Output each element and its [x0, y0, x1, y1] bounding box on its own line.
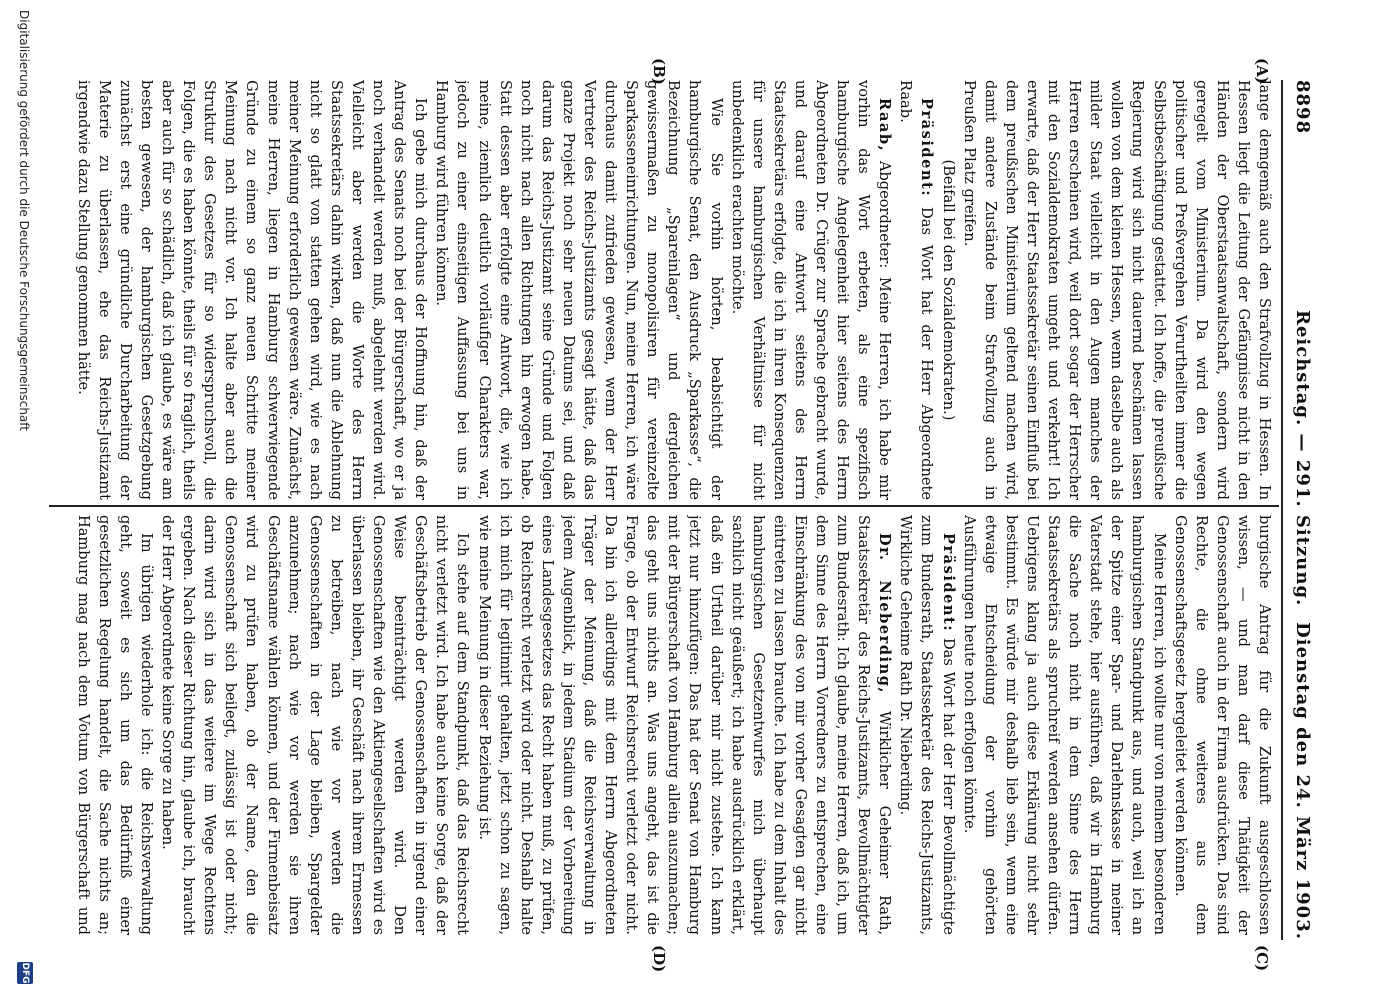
paragraph [895, 515, 958, 935]
margin-marker-c: (C) [1253, 945, 1271, 972]
paragraph [473, 515, 895, 935]
paragraph-text: (Beifall bei den Sozialdemokraten.) [939, 159, 957, 421]
paragraph [431, 80, 726, 500]
paragraph-text: Meine Herren, ich wollte nur von meinem besonderen hamburgischen Standpunkt aus, und auch, weil ich an der Spitze einer Spar- und Darlehnskasse in meiner Vaterstadt stehe, hier ausführen, daß wir in Hamburg die Sache noch nicht in dem Sinne des Herrn Staatssekretärs als spruchreif werden ansehen dürfen. Uebrigens klang ja auch diese Erklärung nicht sehr bestimmt. Es würde mir deshalb lieb sein, wenn eine etwaige Entscheidung der vorhin gehörten Ausführungen heute noch erfolgen könnte. [960, 515, 1168, 935]
header-rule [1281, 80, 1283, 940]
paragraph [895, 80, 937, 500]
paragraph-text: Wie Sie vorhin hörten, beabsichtigt der hamburgische Senat, den Ausdruck „Sparkasse“, die Bezeichnung „Spareinlagen“ und dergleichen gewissermaßen zu monopolisiren für vereinzelte Sparkasseneinrichtungen. Nun, meine Herren, ich wäre durchaus damit zufrieden gewesen, wenn der Herr Vertreter des Reichs-Justizamts gesagt hätte, daß das ganze Projekt noch sehr neuen Datums sei, und daß darum das Reichs-Justizamt seine Gründe und Folgen noch nicht nach allen Richtungen hin erwogen habe. Statt dessen aber erfolgte eine Antwort, die, wie ich meine, ziemlich deutlich vorläufiger Charakters war, jedoch zu einer einseitigen Auffassung bei uns in Hamburg wird führen können. [433, 80, 725, 500]
paragraph-text: burgische Antrag für die Zukunft ausgeschlossen wissen, — und man darf diese Thätigkeit der Genossenschaft auch in der Firma ausdrücken. Das sind Rechte, die ohne weiteres aus dem Genossenschaftsgesetz hergeleitet werden können. [1171, 515, 1273, 935]
left-text-column [75, 80, 1275, 500]
margin-marker-a: (A) [1253, 58, 1271, 84]
stage-direction [938, 80, 959, 500]
speaker-name: Dr. Nieberding, [876, 533, 894, 694]
right-text-column [75, 515, 1275, 935]
paragraph [75, 515, 157, 935]
margin-marker-d: (D) [650, 945, 668, 973]
paragraph [959, 80, 1275, 500]
speaker-name: Präsident: [939, 533, 957, 633]
session-title: Reichstag. — 291. Sitzung. [1292, 310, 1313, 607]
paragraph [157, 515, 473, 935]
paragraph-text: Abgeordneter: Meine Herren, ich habe mir vorhin das Wort erbeten, als eine spezifisch hamburgische Angelegenheit hier seitens des Herrn Abgeordneten Dr. Crüger zur Sprache gebracht wurde, und darauf eine Antwort seitens des Herrn Staatssekretärs erfolgte, die ich in ihren Konsequenzen für unsere hamburgischen Verhältnisse für nicht unbedenklich erachten möchte. [728, 80, 894, 500]
paragraph [75, 80, 431, 500]
paragraph-text: Das Wort hat der Herr Abgeordnete Raab. [897, 80, 936, 500]
page-header [1283, 80, 1313, 940]
digitization-credit: Digitalisierung gefördert durch die Deutsche Forschungsgemeinschaft [17, 10, 31, 432]
margin-marker-b: (B) [650, 58, 668, 85]
digitization-footer [11, 10, 33, 990]
paragraph [1170, 515, 1275, 935]
speaker-name: Raab, [876, 98, 894, 153]
speaker-name: Präsident: [918, 98, 936, 198]
page-number: 8898 [1292, 80, 1313, 135]
dfg-logo: DFG [17, 962, 33, 984]
paragraph-text: Ich gebe mich durchaus der Hoffnung hin, daß der Antrag des Senats noch bei der Bürgerschaft, wo er ja noch verhandelt werden muß, abgelehnt werden wird. Vielleicht aber werden die Worte des Herrn Staatssekretärs dahin wirken, daß nun die Ablehnung nicht so glatt von statten gehen wird, wie es nach meiner Meinung erforderlich gewesen wäre. Zunächst, meine Herren, liegen in Hamburg schwerwiegende Gründe zu einem so ganz neuen Schritte meiner Meinung nach nicht vor. Ich halte aber auch die Struktur des Gesetzes für so widerspruchsvoll, die Folgen, die es haben könnte, theils für so fraglich, theils aber auch für so schädlich, daß ich glaube, es wäre am besten gewesen, der hamburgischen Gesetzgebung zunächst erst eine gründliche Durcharbeitung der Materie zu überlassen, ehe das Reichs-Justizamt irgendwie dazu Stellung genommen hätte. [75, 80, 430, 500]
paragraph [959, 515, 1170, 935]
paragraph-text: Das Wort hat der Herr Bevollmächtigte zum Bundesrath, Staatssekretär des Reichs-Justizamts, Wirkliche Geheime Rath Dr. Nieberding. [897, 515, 957, 935]
paragraph-text: Ich stehe auf dem Standpunkt, daß das Reichsrecht nicht verletzt wird. Ich habe auch keine Sorge, daß der Geschäftsbetrieb der Genossenschaften in irgend einer Weise beeinträchtigt werden wird. Den Genossenschaften wie den Aktiengesellschaften wird es überlassen bleiben, ihr Geschäft nach ihrem Ermessen zu betreiben, nach wie vor werden die Genossenschaften in der Lage bleiben, Spargelder anzunehmen; nach wie vor werden sie ihren Geschäftsname wählen können, und der Firmenbeisatz wird zu prüfen haben, ob der Name, den die Genossenschaft sich beilegt, zulässig ist oder nicht; darin wird sich in das weitere im Wege Rechtens ergeben. Nach dieser Richtung hin, glaube ich, braucht der Herr Abgeordnete keine Sorge zu haben. [159, 515, 472, 935]
paragraph-text: Im übrigen wiederhole ich: die Reichsverwaltung geht, soweit es sich um das Bedürfniß einer gesetzlichen Regelung handelt, die Sache nichts an; Hamburg mag nach dem Votum von Bürgerschaft und [75, 515, 156, 935]
paragraph [727, 80, 896, 500]
paragraph-text: Wirklicher Geheimer Rath, Staatssekretär des Reichs-Justizamts, Bevollmächtigter zum Bundesrath: Ich glaube, meine Herren, daß ich, um dem Sinne des Herrn Vorredners zu entsprechen, eine Einschränkung des von mir vorher Gesagten gar nicht eintreten zu lassen brauche. Ich habe zu dem Inhalt des hamburgischen Gesetzentwurfes mich überhaupt sachlich nicht geäußert; ich habe ausdrücklich erklärt, daß ein Urtheil darüber mir nicht zustehe. Ich kann jetzt nur hinzufügen: Das hat der Senat von Hamburg mit der Bürgerschaft von Hamburg allein auszumachen; das geht uns nichts an. Was uns angeht, das ist die Frage, ob der Entwurf Reichsrecht verletzt oder nicht. Da bin ich allerdings mit dem Herrn Abgeordneten Träger der Meinung, daß die Reichsverwaltung in jedem Augenblick, in jedem Stadium der Vorbereitung eines Landesgesetzes das Recht haben muß, zu prüfen, ob Reichsrecht verletzt wird oder nicht. Deshalb halte ich mich für legitimirt gehalten, jetzt schon zu sagen, wie meine Meinung in dieser Beziehung ist. [475, 515, 894, 935]
session-date: Dienstag den 24. März 1903. [1292, 622, 1313, 940]
column-divider [49, 505, 1279, 507]
paragraph-text: lange demgemäß auch den Strafvollzug in Hessen. In Hessen liegt die Leitung der Gefängnisse nicht in den Händen der Oberstaatsanwaltschaft, sondern wird geregelt vom Ministerium. Da wird den wegen politischer und Preßvergehen Verurtheilten immer die Selbstbeschäftigung gestattet. Ich hoffe, die preußische Regierung wird sich nicht dauernd beschämen lassen wollen von dem kleinen Hessen, wenn daselbe auch als milder Staat vielleicht in den Augen manches der Herren erscheinen wird, weil dort sogar der Herrscher mit den Sozialdemokraten umgeht und verkehrt! Ich erwarte, daß der Herr Staatssekretär seinen Einfluß bei dem preußischen Ministerium geltend machen wird, damit andere Zustände beim Strafvollzug auch in Preußen Platz greifen. [960, 80, 1273, 500]
